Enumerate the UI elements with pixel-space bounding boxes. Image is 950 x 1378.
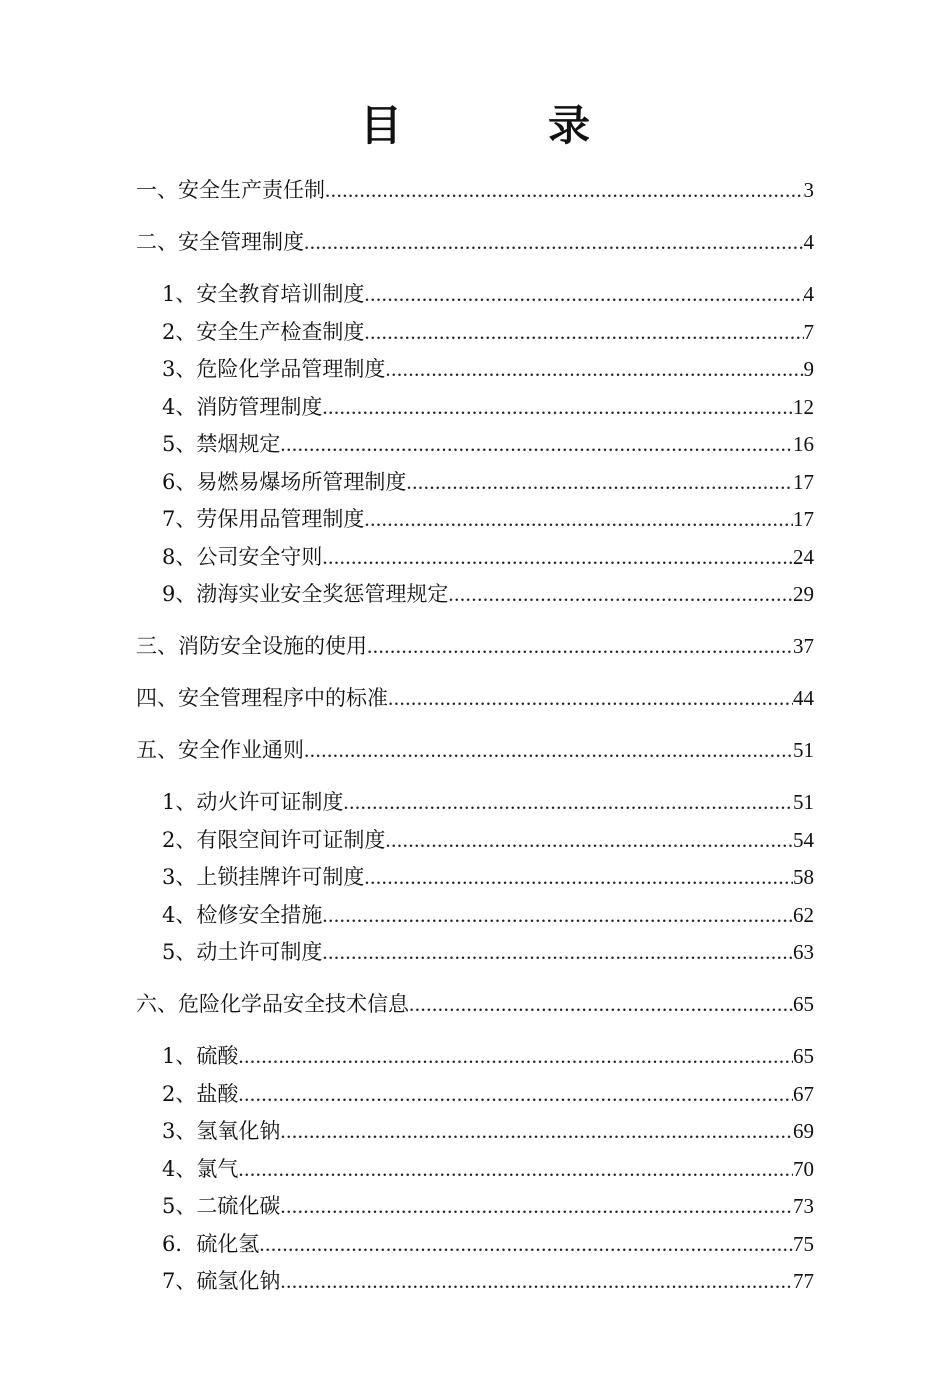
toc-page-number: 73 xyxy=(793,1194,814,1218)
toc-dot-leader xyxy=(364,276,803,314)
toc-entry-label: 3、危险化学品管理制度 xyxy=(162,357,386,381)
toc-page-number: 9 xyxy=(803,357,814,381)
toc-dot-leader xyxy=(406,464,793,502)
toc-dot-leader xyxy=(322,389,793,427)
toc-entry-label: 一、安全生产责任制 xyxy=(136,178,325,202)
page-title: 目 录 xyxy=(359,101,642,150)
toc-entry-label: 1、硫酸 xyxy=(162,1044,239,1068)
toc-subsection-entry xyxy=(136,1226,814,1264)
toc-entry-label: 五、安全作业通则 xyxy=(136,738,304,762)
toc-dot-leader xyxy=(364,501,793,539)
toc-entry-label: 二、安全管理制度 xyxy=(136,230,304,254)
toc-entry-label: 2、安全生产检查制度 xyxy=(162,319,365,344)
toc-subsection-entry xyxy=(136,314,814,352)
toc-subsection-entry xyxy=(136,276,814,314)
toc-entry-label: 3、氢氧化钠 xyxy=(162,1119,281,1143)
toc-dot-leader xyxy=(304,732,793,770)
toc-entry-label: 5、禁烟规定 xyxy=(162,432,281,456)
toc-dot-leader xyxy=(448,576,793,614)
toc-page-number: 62 xyxy=(793,902,814,927)
toc-page-number: 17 xyxy=(793,507,814,531)
toc-subsection-entry xyxy=(136,576,814,614)
toc-entry-label: 6．硫化氢 xyxy=(162,1231,260,1256)
toc-entry-label: 7、劳保用品管理制度 xyxy=(162,507,365,531)
toc-subsection-entry xyxy=(136,1076,814,1114)
toc-dot-leader xyxy=(343,784,793,822)
toc-dot-leader xyxy=(322,934,793,972)
toc-entry-label: 1、动火许可证制度 xyxy=(162,790,344,814)
toc-entry-label: 2、盐酸 xyxy=(162,1081,239,1106)
toc-subsection-entry xyxy=(136,539,814,577)
toc-page-number: 37 xyxy=(793,634,814,658)
toc-subsection-entry xyxy=(136,934,814,972)
toc-subsection-entry xyxy=(136,389,814,427)
toc-entry-label: 9、渤海实业安全奖惩管理规定 xyxy=(162,582,449,606)
toc-page-number: 70 xyxy=(793,1156,814,1181)
toc-page-number: 65 xyxy=(793,1044,814,1068)
toc-subsection-entry xyxy=(136,1113,814,1151)
toc-entry-label: 1、安全教育培训制度 xyxy=(162,282,365,306)
toc-section-entry xyxy=(136,172,814,210)
toc-entry-label: 3、上锁挂牌许可制度 xyxy=(162,865,365,889)
toc-page-number: 65 xyxy=(793,992,814,1016)
toc-dot-leader xyxy=(367,628,793,666)
toc-dot-leader xyxy=(280,1188,793,1226)
toc-dot-leader xyxy=(364,859,793,897)
toc-dot-leader xyxy=(322,539,793,577)
toc-page-number: 51 xyxy=(793,738,814,762)
toc-subsection-entry xyxy=(136,351,814,389)
toc-entry-label: 7、硫氢化钠 xyxy=(162,1269,281,1293)
toc-page-number: 63 xyxy=(793,940,814,964)
toc-dot-leader xyxy=(388,680,793,718)
toc-entry-label: 三、消防安全设施的使用 xyxy=(136,634,367,658)
toc-page-number: 3 xyxy=(803,178,814,202)
toc-entry-label: 8、公司安全守则 xyxy=(162,544,323,569)
toc-page-number: 69 xyxy=(793,1119,814,1143)
toc-dot-leader xyxy=(304,224,804,262)
toc-entry-label: 5、二硫化碳 xyxy=(162,1194,281,1218)
toc-section-entry xyxy=(136,680,814,718)
toc-entry-label: 2、有限空间许可证制度 xyxy=(162,827,386,852)
toc-page-number: 17 xyxy=(793,469,814,494)
toc-subsection-entry xyxy=(136,501,814,539)
toc-entry-label: 5、动土许可制度 xyxy=(162,940,323,964)
toc-dot-leader xyxy=(385,822,793,860)
toc-page-number: 77 xyxy=(793,1269,814,1293)
toc-page-number: 24 xyxy=(793,544,814,569)
table-of-contents xyxy=(136,172,814,1301)
toc-subsection-entry xyxy=(136,1263,814,1301)
toc-page-number: 51 xyxy=(793,790,814,814)
toc-subsection-entry xyxy=(136,822,814,860)
toc-dot-leader xyxy=(238,1151,793,1189)
toc-entry-label: 4、检修安全措施 xyxy=(162,902,323,927)
toc-subsection-entry xyxy=(136,1151,814,1189)
toc-subsection-entry xyxy=(136,464,814,502)
toc-page-number: 75 xyxy=(793,1231,814,1256)
toc-dot-leader xyxy=(409,986,793,1024)
toc-dot-leader xyxy=(385,351,803,389)
toc-dot-leader xyxy=(325,172,804,210)
toc-dot-leader xyxy=(364,314,803,352)
toc-page-number: 7 xyxy=(803,319,814,344)
toc-page-number: 16 xyxy=(793,432,814,456)
toc-subsection-entry xyxy=(136,426,814,464)
toc-subsection-entry xyxy=(136,1038,814,1076)
toc-dot-leader xyxy=(259,1226,793,1264)
toc-subsection-entry xyxy=(136,1188,814,1226)
toc-dot-leader xyxy=(238,1038,793,1076)
toc-dot-leader xyxy=(280,426,793,464)
toc-section-entry xyxy=(136,224,814,262)
toc-dot-leader xyxy=(322,897,793,935)
toc-section-entry xyxy=(136,732,814,770)
toc-page-number: 54 xyxy=(793,827,814,852)
toc-page-number: 4 xyxy=(803,230,814,254)
toc-page-number: 44 xyxy=(793,686,814,710)
toc-entry-label: 4、氯气 xyxy=(162,1156,239,1181)
toc-dot-leader xyxy=(238,1076,793,1114)
toc-entry-label: 4、消防管理制度 xyxy=(162,394,323,419)
toc-entry-label: 6、易燃易爆场所管理制度 xyxy=(162,469,407,494)
toc-dot-leader xyxy=(280,1263,793,1301)
toc-page-number: 4 xyxy=(803,282,814,306)
toc-subsection-entry xyxy=(136,784,814,822)
toc-entry-label: 六、危险化学品安全技术信息 xyxy=(136,992,409,1016)
toc-page-number: 67 xyxy=(793,1081,814,1106)
toc-subsection-entry xyxy=(136,897,814,935)
toc-page-number: 58 xyxy=(793,865,814,889)
toc-page-number: 29 xyxy=(793,582,814,606)
toc-dot-leader xyxy=(280,1113,793,1151)
toc-subsection-entry xyxy=(136,859,814,897)
toc-section-entry xyxy=(136,986,814,1024)
toc-entry-label: 四、安全管理程序中的标准 xyxy=(136,686,388,710)
toc-section-entry xyxy=(136,628,814,666)
toc-page-number: 12 xyxy=(793,394,814,419)
